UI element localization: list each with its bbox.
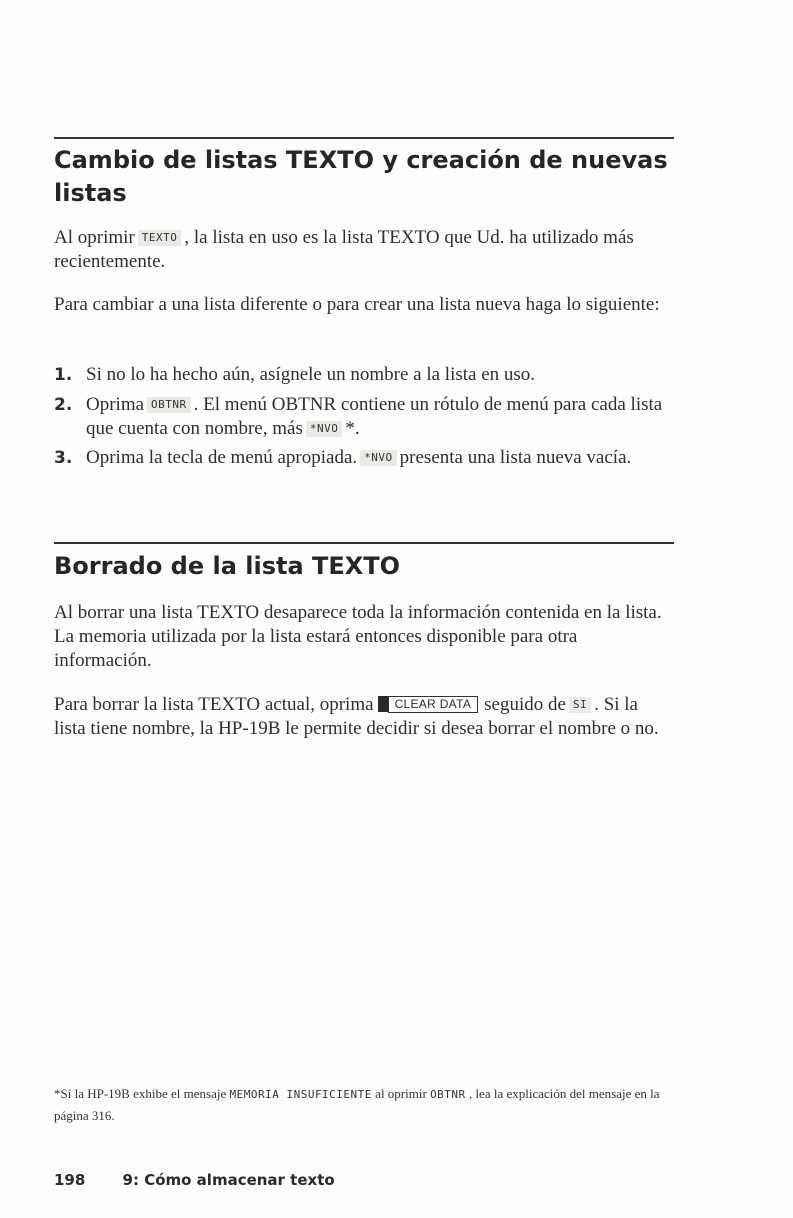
text: , la lista en uso es la lista TEXTO que Ud. ha utilizado más recientemente.: [54, 227, 634, 272]
paragraph-cambiar-lista: Para cambiar a una lista diferente o para crear una lista nueva haga lo siguiente:: [54, 294, 660, 315]
menu-key-nvo[interactable]: *NVO: [360, 450, 397, 466]
menu-key-obtnr: OBTNR: [430, 1088, 466, 1101]
footnote-text: al oprimir: [375, 1086, 427, 1101]
step-3: [54, 446, 676, 470]
paragraph-borrar-pasos: [54, 693, 666, 741]
footnote: [54, 1083, 674, 1126]
step-number: 1.: [54, 365, 73, 385]
step-1: [54, 363, 676, 387]
menu-key-texto[interactable]: TEXTO: [138, 230, 182, 246]
text: seguido de: [484, 694, 566, 715]
step-number: 2.: [54, 395, 73, 415]
text: presenta una lista nueva vacía.: [399, 447, 632, 468]
menu-key-obtnr[interactable]: OBTNR: [147, 397, 191, 413]
page-footer: [54, 1171, 335, 1189]
text: . Si la lista tiene nombre, la HP-19B le permite decidir si desea borrar el nombre o no.: [54, 694, 659, 739]
section-title-borrado: Borrado de la lista TEXTO: [54, 552, 401, 580]
shift-key-icon: [378, 696, 388, 712]
section-rule-top: [54, 137, 674, 139]
step-number: 3.: [54, 448, 73, 468]
text: *.: [345, 418, 360, 439]
lcd-message: MEMORIA INSUFICIENTE: [229, 1088, 372, 1101]
text: Al oprimir: [54, 227, 135, 248]
text: Oprima: [86, 394, 145, 415]
paragraph-borrar-info: Al borrar una lista TEXTO desaparece toda la información contenida en la lista. La memoria utilizada por la lista estará entonces disponible para otra información.: [54, 602, 662, 671]
footnote-text: *Si la HP-19B exhibe el mensaje: [54, 1086, 227, 1101]
step-2: [54, 393, 676, 441]
page-number: 198: [54, 1171, 86, 1189]
menu-key-si[interactable]: SI: [569, 697, 591, 713]
paragraph-texto-intro: [54, 226, 654, 274]
section-rule-top: [54, 542, 674, 544]
text: . El menú OBTNR contiene un rótulo de menú para cada lista que cuenta con nombre, más: [86, 394, 663, 439]
text: Para borrar la lista TEXTO actual, oprima: [54, 694, 374, 715]
step-text: Si no lo ha hecho aún, asígnele un nombre a la lista en uso.: [86, 364, 536, 385]
menu-key-nvo[interactable]: *NVO: [306, 421, 343, 437]
clear-data-key[interactable]: CLEAR DATA: [388, 696, 479, 713]
chapter-title: 9: Cómo almacenar texto: [122, 1171, 335, 1189]
section-title-cambio: Cambio de listas TEXTO y creación de nuevas listas: [54, 146, 668, 207]
text: Oprima la tecla de menú apropiada.: [86, 447, 358, 468]
footnote-text: , lea la explicación del mensaje en la página 316.: [54, 1086, 660, 1123]
